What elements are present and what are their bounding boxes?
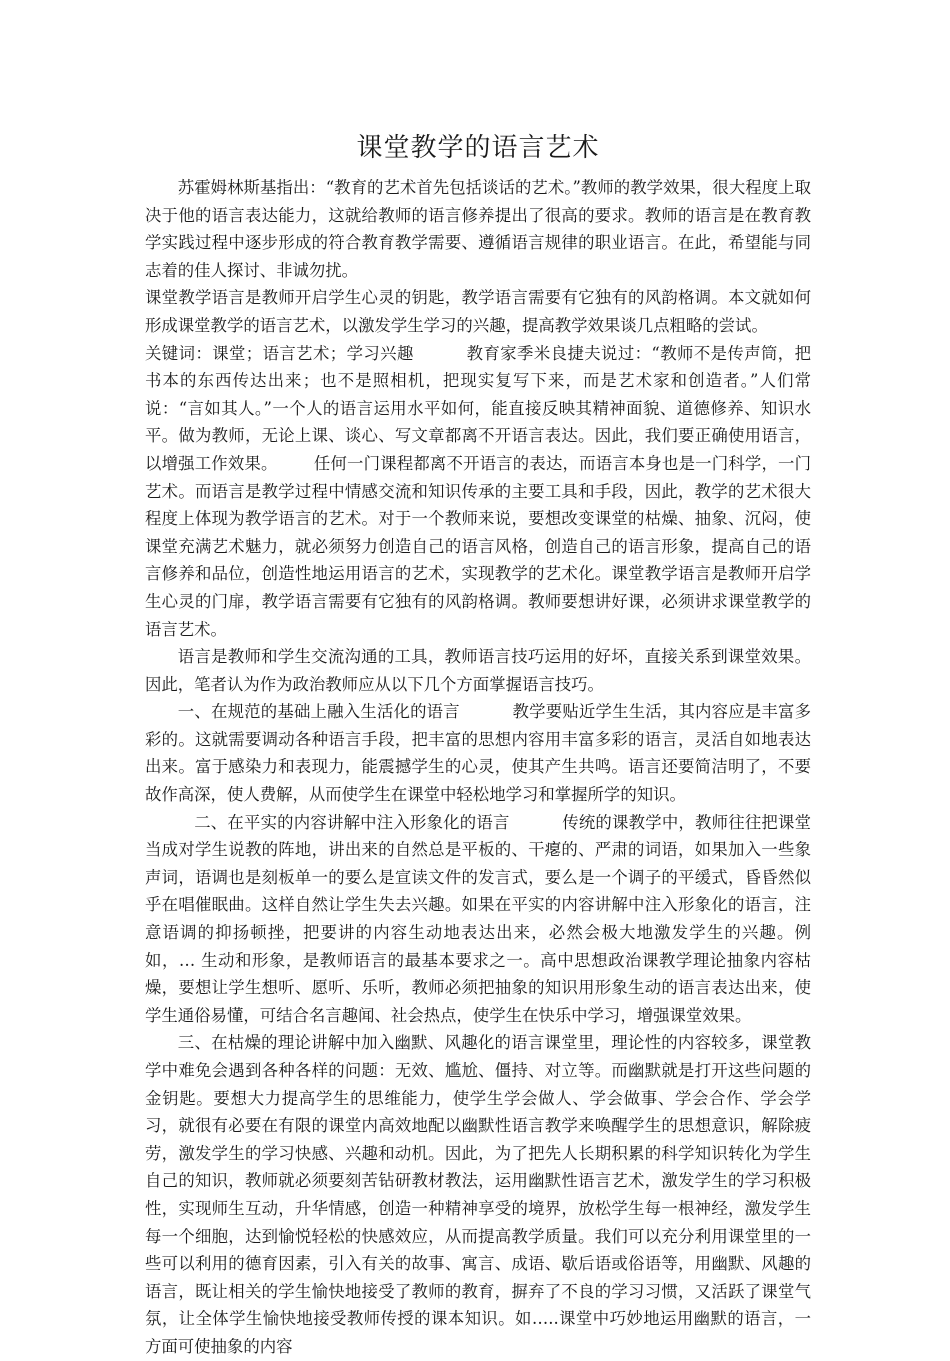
section-2-body: 传统的课教学中，教师往往把课堂当成对学生说教的阵地，讲出来的自然总是平板的、干瘪的、严肃的词语，如果加入一些象声词，语调也是刻板单一的要么是宣读文件的发言式，要么是一个调子的平缓式，昏昏然似乎在唱催眠曲。这样自然让学生失去兴趣。如果在平实的内容讲解中注入形象化的语言，注意语调的抑扬顿挫，把要讲的内容生动地表达出来，必然会极大地激发学生的兴趣。例如，… 生动和形象，是教师语言的最基本要求之一。高中思想政治课教学理论抽象内容枯燥，要想让学生想听、愿听、乐听，教师必须把抽象的知识用形象生动的语言表达出来，使学生通俗易懂，可结合名言趣闻、社会热点，使学生在快乐中学习，增强课堂效果。 [145, 812, 812, 1025]
keywords-line: 关键词：课堂；语言艺术；学习兴趣 [145, 343, 414, 363]
document-page [145, 128, 811, 1361]
section-2 [145, 809, 811, 1030]
paragraph-skills-intro: 语言是教师和学生交流沟通的工具，教师语言技巧运用的好坏，直接关系到课堂效果。因此，笔者认为作为政治教师应从以下几个方面掌握语言技巧。 [145, 647, 811, 694]
paragraph-quote: 教育家季米良捷夫说过：“教师不是传声筒，把书本的东西传达出来；也不是照相机，把现实复写下来，而是艺术家和创造者。”人们常说：“言如其人。”一个人的语言运用水平如何，能直接反映其精神面貌、道德修养、知识水平。做为教师，无论上课、谈心、写文章都离不开语言表达。因此，我们要正确使用语言，以增强工作效果。 [145, 343, 811, 473]
paragraph-language-art: 任何一门课程都离不开语言的表达，而语言本身也是一门科学，一门艺术。而语言是教学过程中情感交流和知识传承的主要工具和手段，因此，教学的艺术很大程度上体现为教学语言的艺术。对于一个教师来说，要想改变课堂的枯燥、抽象、沉闷，使课堂充满艺术魅力，就必须努力创造自己的语言风格，创造自己的语言形象，提高自己的语言修养和品位，创造性地运用语言的艺术，实现教学的艺术化。课堂教学语言是教师开启学生心灵的门扉，教学语言需要有它独有的风韵格调。教师要想讲好课，必须讲求课堂教学的语言艺术。 [145, 453, 812, 639]
section-2-heading: 二、在平实的内容讲解中注入形象化的语言 [194, 812, 510, 832]
paragraph-abstract: 课堂教学语言是教师开启学生心灵的钥匙，教学语言需要有它独有的风韵格调。本文就如何形成课堂教学的语言艺术，以激发学生学习的兴趣，提高教学效果谈几点粗略的尝试。 [145, 288, 811, 335]
paragraph-keywords-and-quote [145, 340, 811, 644]
section-1-heading: 一、在规范的基础上融入生活化的语言 [177, 702, 460, 722]
paragraph-intro: 苏霍姆林斯基指出：“教育的艺术首先包括谈话的艺术。”教师的教学效果，很大程度上取决于他的语言表达能力，这就给教师的语言修养提出了很高的要求。教师的语言是在教育教学实践过程中逐步形成的符合教育教学需要、遵循语言规律的职业语言。在此，希望能与同志着的佳人探讨、非诚勿扰。 [145, 178, 811, 280]
document-title: 课堂教学的语言艺术 [356, 133, 600, 163]
section-1 [145, 698, 811, 808]
section-3: 三、在枯燥的理论讲解中加入幽默、风趣化的语言课堂里，理论性的内容较多，课堂教学中难免会遇到各种各样的问题：无效、尴尬、僵持、对立等。而幽默就是打开这些问题的金钥匙。要想大力提高学生的思维能力，使学生学会做人、学会做事、学会合作、学会学习，就很有必要在有限的课堂内高效地配以幽默性语言教学来唤醒学生的思想意识，解除疲劳，激发学生的学习快感、兴趣和动机。因此，为了把先人长期积累的科学知识转化为学生自己的知识，教师就必须要刻苦钻研教材教法，运用幽默性语言艺术，激发学生的学习积极性，实现师生互动，升华情感，创造一种精神享受的境界，放松学生每一根神经，激发学生每一个细胞，达到愉悦轻松的快感效应，从而提高教学质量。我们可以充分利用课堂里的一些可以利用的德育因素，引入有关的故事、寓言、成语、歇后语或俗语等，用幽默、风趣的语言，既让相关的学生愉快地接受了教师的教育，摒弃了不良的学习习惯，又活跃了课堂气氛，让全体学生愉快地接受教师传授的课本知识。如…..课堂中巧妙地运用幽默的语言，一方面可使抽象的内容 [145, 1033, 811, 1356]
section-1-body: 教学要贴近学生生活，其内容应是丰富多彩的。这就需要调动各种语言手段，把丰富的思想内容用丰富多彩的语言，灵活自如地表达出来。富于感染力和表现力，能震撼学生的心灵，使其产生共鸣。语言还要简洁明了，不要故作高深，使人费解，从而使学生在课堂中轻松地学习和掌握所学的知识。 [145, 702, 812, 805]
